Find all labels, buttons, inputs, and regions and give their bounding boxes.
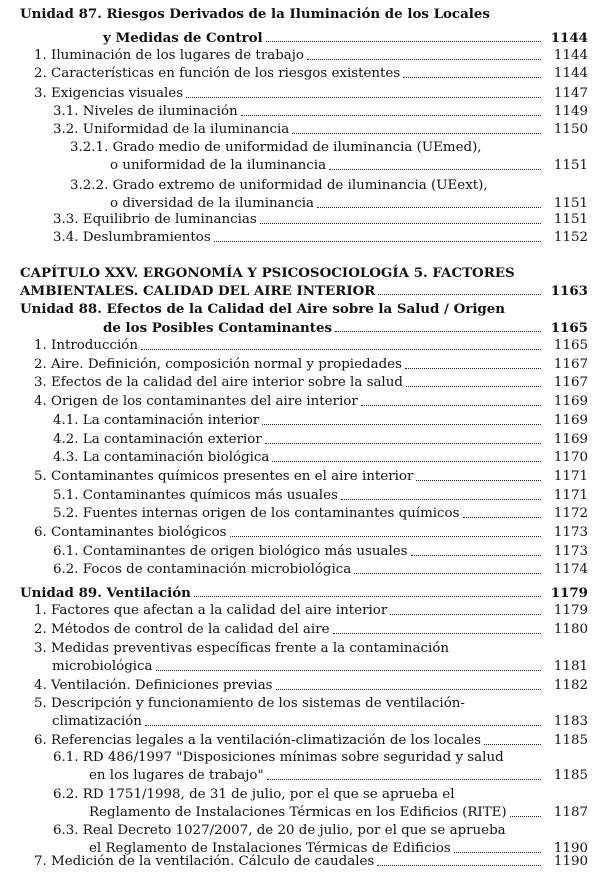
dot-leader bbox=[307, 59, 541, 60]
toc-entry-title: 3.1. Niveles de iluminación bbox=[53, 104, 238, 119]
toc-entry-title: 3. Efectos de la calidad del aire interior sobre la salud bbox=[34, 375, 403, 391]
toc-entry-line bbox=[110, 158, 588, 174]
dot-leader bbox=[186, 97, 541, 98]
unit-89-heading-title: Unidad 89. Ventilación bbox=[20, 585, 191, 601]
page-number: 1163 bbox=[550, 283, 588, 299]
dot-leader bbox=[333, 633, 541, 634]
unit-89-heading-line bbox=[20, 585, 588, 601]
dot-leader bbox=[262, 424, 541, 425]
page-number: 1173 bbox=[553, 525, 588, 540]
page-number: 1149 bbox=[553, 104, 588, 119]
toc-entry-title: 6.1. RD 486/1997 "Disposiciones mínimas sobre seguridad y salud bbox=[53, 750, 504, 765]
dot-leader bbox=[341, 499, 541, 500]
page-number: 1183 bbox=[553, 714, 588, 729]
page-number: 1169 bbox=[553, 394, 588, 410]
toc-entry-line bbox=[34, 48, 588, 64]
toc-entry-title: 2. Aire. Definición, composición normal y propiedades bbox=[34, 356, 402, 372]
page-number: 1170 bbox=[553, 450, 588, 466]
unit-88-heading-line bbox=[103, 320, 588, 336]
unit-88-heading-title: de los Posibles Contaminantes bbox=[103, 320, 333, 336]
dot-leader bbox=[405, 368, 541, 369]
page-number: 1179 bbox=[550, 585, 588, 601]
toc-entry-title: 4. Ventilación. Definiciones previas bbox=[34, 678, 273, 693]
dot-leader bbox=[292, 133, 541, 134]
dot-leader bbox=[411, 555, 541, 556]
toc-entry-title: 5. Descripción y funcionamiento de los sistemas de ventilación- bbox=[34, 696, 465, 711]
toc-entry-line bbox=[34, 86, 588, 102]
chapter-heading-title: AMBIENTALES. CALIDAD DEL AIRE INTERIOR bbox=[20, 283, 376, 299]
toc-entry-line bbox=[53, 544, 588, 560]
toc-entry-line bbox=[53, 450, 588, 466]
page-number: 1169 bbox=[553, 412, 588, 428]
toc-entry-line bbox=[34, 469, 588, 485]
toc-entry-title: 1. Factores que afectan a la calidad del aire interior bbox=[34, 603, 388, 618]
toc-entry-title: microbiológica bbox=[52, 659, 153, 674]
toc-entry-line bbox=[52, 714, 588, 730]
toc-entry-title: 3.2.1. Grado medio de uniformidad de iluminancia (UEmed), bbox=[70, 140, 482, 155]
toc-entry-line bbox=[53, 230, 588, 246]
unit-87-heading-title: y Medidas de Control bbox=[103, 30, 263, 46]
toc-entry-line bbox=[34, 375, 588, 391]
dot-leader bbox=[335, 331, 541, 332]
toc-entry-line bbox=[34, 66, 588, 82]
toc-entry-title: climatización bbox=[52, 714, 142, 729]
chapter-heading-title: CAPÍTULO XXV. ERGONOMÍA Y PSICOSOCIOLOGÍA 5. FACTORES bbox=[20, 265, 515, 281]
dot-leader bbox=[145, 725, 541, 726]
dot-leader bbox=[260, 223, 541, 224]
page-number: 1144 bbox=[550, 30, 588, 46]
toc-entry-title: 3.2. Uniformidad de la iluminancia bbox=[53, 122, 290, 137]
dot-leader bbox=[329, 169, 541, 170]
page-number: 1185 bbox=[553, 733, 588, 748]
toc-entry-line bbox=[53, 488, 588, 504]
toc-entry-title: 2. Características en función de los riesgos existentes bbox=[34, 66, 401, 81]
dot-leader bbox=[276, 689, 541, 690]
toc-entry-title: 2. Métodos de control de la calidad del aire bbox=[34, 622, 330, 637]
unit-88-heading-title: Unidad 88. Efectos de la Calidad del Aire sobre la Salud / Origen bbox=[20, 301, 506, 317]
toc-entry-title: 1. Introducción bbox=[34, 338, 138, 353]
toc-entry-title: 4.2. La contaminación exterior bbox=[53, 431, 262, 447]
page-number: 1165 bbox=[553, 338, 588, 353]
page-number: 1167 bbox=[553, 375, 588, 391]
toc-entry-line bbox=[110, 196, 588, 212]
page-number: 1171 bbox=[553, 487, 588, 503]
dot-leader bbox=[454, 852, 541, 853]
toc-entry-title: o diversidad de la iluminancia bbox=[110, 196, 315, 211]
page-number: 1167 bbox=[553, 356, 588, 372]
dot-leader bbox=[484, 744, 541, 745]
toc-entry-title: 6.2. Focos de contaminación microbiológica bbox=[53, 562, 352, 578]
dot-leader bbox=[241, 115, 541, 116]
chapter-heading-line bbox=[20, 283, 588, 299]
toc-entry-title: 3.4. Deslumbramientos bbox=[53, 230, 211, 245]
dot-leader bbox=[194, 596, 541, 597]
toc-entry-title: 6.2. RD 1751/1998, de 31 de julio, por el que se aprueba el bbox=[53, 787, 455, 802]
dot-leader bbox=[361, 405, 541, 406]
dot-leader bbox=[463, 517, 542, 518]
toc-entry-line bbox=[34, 622, 588, 638]
dot-leader bbox=[403, 77, 541, 78]
page-number: 1165 bbox=[550, 320, 588, 336]
page-number: 1151 bbox=[553, 212, 588, 227]
toc-entry-title: 6.3. Real Decreto 1027/2007, de 20 de julio, por el que se aprueba bbox=[53, 823, 506, 838]
toc-entry-title: 5.1. Contaminantes químicos más usuales bbox=[53, 487, 338, 503]
toc-entry-line bbox=[34, 525, 588, 541]
toc-entry-title: 4. Origen de los contaminantes del aire interior bbox=[34, 394, 358, 410]
toc-entry-title: 4.3. La contaminación biológica bbox=[53, 450, 270, 466]
page-number: 1180 bbox=[553, 622, 588, 637]
dot-leader bbox=[377, 865, 541, 866]
toc-entry-title: 6.1. Contaminantes de origen biológico más usuales bbox=[53, 543, 408, 559]
page-number: 1172 bbox=[553, 506, 588, 522]
dot-leader bbox=[266, 41, 541, 42]
toc-entry-title: en los lugares de trabajo" bbox=[89, 768, 264, 783]
page-number: 1190 bbox=[553, 841, 588, 856]
toc-entry-line bbox=[34, 733, 588, 749]
page-number: 1182 bbox=[553, 678, 588, 693]
page-number: 1151 bbox=[553, 158, 588, 173]
toc-entry-title: 1. Iluminación de los lugares de trabajo bbox=[34, 48, 304, 63]
page-number: 1187 bbox=[553, 805, 588, 820]
toc-entry-title: 5.2. Fuentes internas origen de los contaminantes químicos bbox=[53, 506, 460, 522]
toc-entry-line bbox=[53, 506, 588, 522]
page-number: 1174 bbox=[553, 562, 588, 578]
dot-leader bbox=[354, 573, 541, 574]
toc-entry-line bbox=[34, 678, 588, 694]
toc-entry-title: 3.3. Equilibrio de luminancias bbox=[53, 212, 257, 227]
toc-entry-line bbox=[34, 394, 588, 410]
toc-entry-line bbox=[34, 338, 588, 354]
toc-entry-title: 6. Referencias legales a la ventilación-climatización de los locales bbox=[34, 733, 481, 748]
page-number: 1144 bbox=[553, 48, 588, 63]
dot-leader bbox=[406, 386, 541, 387]
toc-entry-title: 3. Exigencias visuales bbox=[34, 86, 184, 101]
dot-leader bbox=[267, 779, 541, 780]
toc-entry-line bbox=[52, 659, 588, 675]
dot-leader bbox=[214, 241, 541, 242]
toc-entry-line bbox=[34, 854, 588, 870]
dot-leader bbox=[510, 816, 541, 817]
dot-leader bbox=[378, 294, 541, 295]
page-number: 1185 bbox=[553, 768, 588, 783]
toc-entry-title: Reglamento de Instalaciones Térmicas en los Edificios (RITE) bbox=[89, 805, 507, 820]
toc-entry-title: 3. Medidas preventivas específicas frente a la contaminación bbox=[34, 641, 450, 656]
unit-87-heading-title: Unidad 87. Riesgos Derivados de la Iluminación de los Locales bbox=[20, 6, 490, 22]
page-number: 1152 bbox=[553, 230, 588, 245]
page-number: 1181 bbox=[553, 659, 588, 674]
toc-entry-line bbox=[53, 122, 588, 138]
page-number: 1169 bbox=[553, 431, 588, 447]
page-number: 1151 bbox=[553, 196, 588, 211]
page-number: 1150 bbox=[553, 122, 588, 137]
page-number: 1171 bbox=[553, 468, 588, 484]
dot-leader bbox=[390, 614, 541, 615]
toc-entry-title: 4.1. La contaminación interior bbox=[53, 412, 260, 428]
dot-leader bbox=[156, 670, 541, 671]
page-number: 1179 bbox=[553, 603, 588, 618]
toc-entry-title: 7. Medición de la ventilación. Cálculo de caudales bbox=[34, 854, 375, 869]
page-number: 1147 bbox=[553, 86, 588, 101]
toc-entry-line bbox=[34, 603, 588, 619]
toc-entry-line bbox=[53, 212, 588, 228]
dot-leader bbox=[141, 349, 541, 350]
page-number: 1144 bbox=[553, 66, 588, 81]
toc-entry-title: o uniformidad de la iluminancia bbox=[110, 158, 327, 173]
toc-entry-line bbox=[89, 768, 588, 784]
dot-leader bbox=[265, 443, 541, 444]
dot-leader bbox=[317, 207, 541, 208]
dot-leader bbox=[230, 536, 541, 537]
toc-entry-line bbox=[34, 357, 588, 373]
toc-entry-line bbox=[53, 104, 588, 120]
dot-leader bbox=[416, 480, 541, 481]
unit-87-heading-line bbox=[103, 30, 588, 46]
toc-entry-line bbox=[53, 432, 588, 448]
toc-entry-line bbox=[53, 562, 588, 578]
toc-entry-title: 6. Contaminantes biológicos bbox=[34, 525, 227, 540]
toc-entry-title: 3.2.2. Grado extremo de uniformidad de iluminancia (UEext), bbox=[70, 178, 488, 193]
page-number: 1190 bbox=[553, 854, 588, 869]
toc-entry-line bbox=[53, 413, 588, 429]
toc-entry-line bbox=[89, 805, 588, 821]
toc-entry-title: el Reglamento de Instalaciones Térmicas de Edificios bbox=[89, 841, 451, 856]
page-number: 1173 bbox=[553, 543, 588, 559]
dot-leader bbox=[272, 461, 541, 462]
toc-entry-title: 5. Contaminantes químicos presentes en el aire interior bbox=[34, 468, 414, 484]
